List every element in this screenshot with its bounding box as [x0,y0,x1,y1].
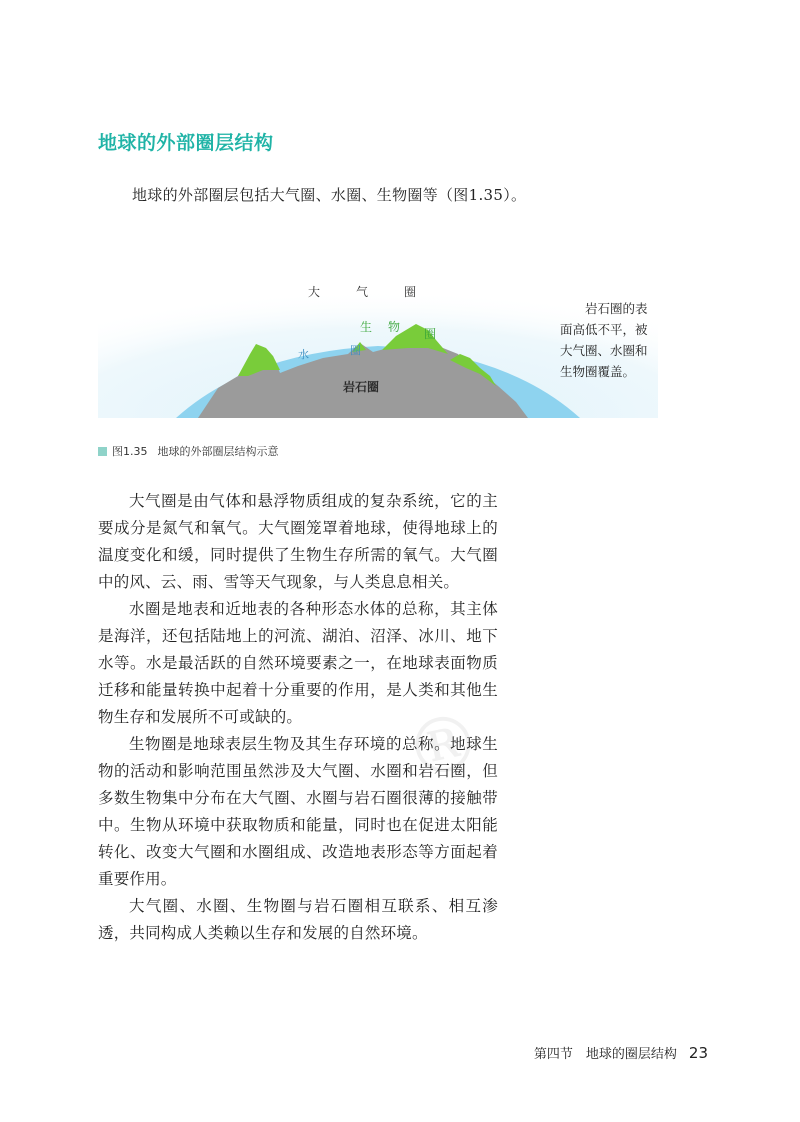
paragraph-summary: 大气圈、水圈、生物圈与岩石圈相互联系、相互渗透，共同构成人类赖以生存和发展的自然环境。 [98,897,498,942]
water-label-2: 圈 [350,344,361,357]
water-label: 水 [298,348,309,361]
rock-label: 岩石圈 [343,380,380,394]
side-note [560,298,672,382]
footer-section: 第四节 地球的圈层结构 [533,1047,677,1062]
atmosphere-label: 大 气 圈 [308,285,417,299]
bio-label-1: 生 [360,320,373,334]
bio-label-3: 圈 [424,327,437,341]
paragraph-atmosphere: 大气圈是由气体和悬浮物质组成的复杂系统，它的主要成分是氮气和氧气。大气圈笼罩着地球，使得地球上的温度变化和缓，同时提供了生物生存所需的氧气。大气圈中的风、云、雨、雪等天气现象，与人类息息相关。 [98,492,498,591]
section-title: 地球的外部圈层结构 [98,132,274,154]
body-text [98,488,498,947]
bio-label-2: 物 [388,320,401,334]
paragraph-hydrosphere: 水圈是地表和近地表的各种形态水体的总称，其主体是海洋，还包括陆地上的河流、湖泊、沼泽、冰川、地下水等。水是最活跃的自然环境要素之一，在地球表面物质迁移和能量转换中起着十分重要的作用，是人类和其他生物生存和发展所不可或缺的。 [98,600,498,726]
page-footer [534,1043,708,1062]
side-note-line: 大气圈、水圈和 [560,343,648,358]
page-number: 23 [688,1044,708,1062]
caption-number: 图1.35 [112,445,148,458]
intro-paragraph: 地球的外部圈层包括大气圈、水圈、生物圈等（图1.35）。 [132,186,527,204]
side-note-line: 面高低不平，被 [560,322,648,337]
figure-caption [98,443,279,459]
paragraph-biosphere: 生物圈是地球表层生物及其生存环境的总称。地球生物的活动和影响范围虽然涉及大气圈、水圈和岩石圈，但多数生物集中分布在大气圈、水圈与岩石圈很薄的接触带中。生物从环境中获取物质和能量，同时也在促进太阳能转化、改变大气圈和水圈组成、改造地表形态等方面起着重要作用。 [98,735,498,888]
caption-marker [98,447,107,456]
side-note-line: 生物圈覆盖。 [560,364,636,379]
side-note-line: 岩石圈的表 [585,301,648,316]
watermark: ® [396,692,500,797]
caption-text: 地球的外部圈层结构示意 [157,445,279,458]
